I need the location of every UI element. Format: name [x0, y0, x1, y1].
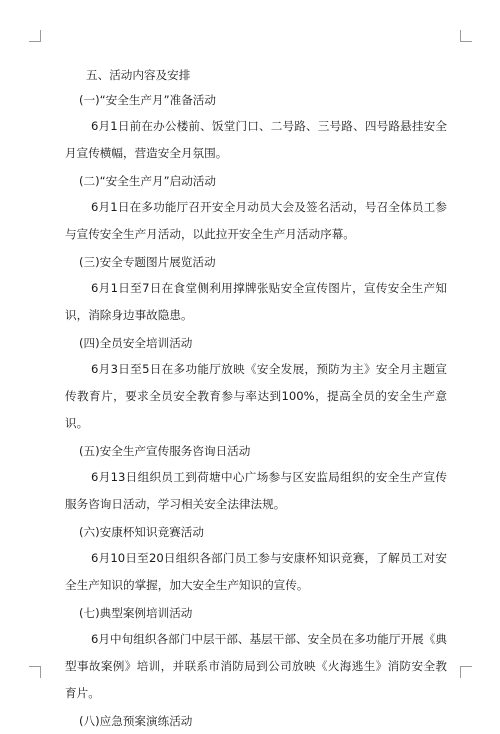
crop-mark-top-right-v: [460, 30, 461, 42]
section-heading: 五、活动内容及安排: [86, 68, 191, 82]
activity-body: 6月1日前在办公楼前、饭堂门口、二号路、三号路、四号路悬挂安全月宣传横幅，营造安全月氛围。: [65, 119, 447, 160]
activity-title: (七)典型案例培训活动: [79, 606, 193, 620]
crop-mark-top-left-v: [40, 30, 41, 42]
crop-mark-bottom-right-v: [460, 666, 461, 678]
activity-title: (三)安全专题图片展览活动: [79, 255, 216, 269]
activity-body: 6月13日组织员工到荷塘中心广场参与区安监局组织的安全生产宣传服务咨询日活动，学习相关安全法律法规。: [65, 470, 447, 511]
crop-mark-top-right-h: [460, 41, 472, 42]
activity-item-2: [65, 170, 447, 248]
activity-item-8: [65, 710, 447, 732]
activity-title: (六)安康杯知识竞赛活动: [79, 525, 204, 539]
activity-title: (四)全员安全培训活动: [79, 336, 193, 350]
activity-body: 6月1日至7日在食堂侧利用撑牌张贴安全宣传图片，宣传安全生产知识，消除身边事故隐患。: [65, 281, 447, 322]
activity-title: (八)应急预案演练活动: [79, 714, 193, 728]
activity-title: (一)“安全生产月”准备活动: [79, 93, 216, 107]
activity-body: 6月3日至5日在多功能厅放映《安全发展，预防为主》安全月主题宣传教育片，要求全员安全教育参与率达到100%，提高全员的安全生产意识。: [65, 362, 447, 430]
document-body: [65, 64, 447, 734]
activity-item-3: [65, 251, 447, 329]
activity-item-4: [65, 332, 447, 437]
activity-item-7: [65, 602, 447, 707]
crop-mark-bottom-left-v: [40, 666, 41, 678]
activity-body: 6月10日至20日组织各部门员工参与安康杯知识竞赛，了解员工对安全生产知识的掌握，加大安全生产知识的宣传。: [65, 551, 447, 592]
activity-body: 6月中旬组织各部门中层干部、基层干部、安全员在多功能厅开展《典型事故案例》培训，并联系市消防局到公司放映《火海逃生》消防安全教育片。: [65, 632, 447, 700]
activity-item-5: [65, 440, 447, 518]
activity-item-6: [65, 521, 447, 599]
activity-title: (五)安全生产宣传服务咨询日活动: [79, 444, 251, 458]
activity-body: 6月1日在多功能厅召开安全月动员大会及签名活动，号召全体员工参与宣传安全生产月活动，以此拉开安全生产月活动序幕。: [65, 200, 447, 241]
activity-title: (二)“安全生产月”启动活动: [79, 174, 216, 188]
activity-item-1: [65, 89, 447, 167]
crop-mark-bottom-right-h: [460, 666, 472, 667]
